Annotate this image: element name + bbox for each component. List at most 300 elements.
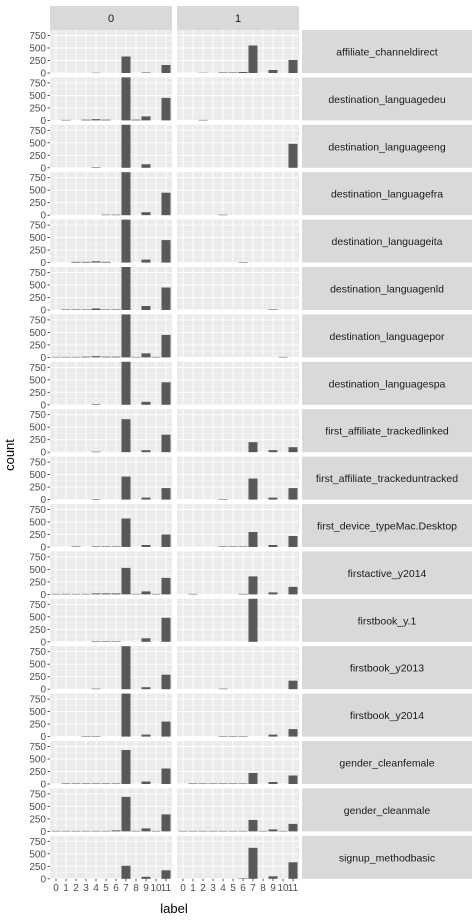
bar — [112, 593, 121, 594]
facet-panel — [177, 694, 299, 737]
x-tick-label: 1 — [63, 882, 69, 894]
bar — [52, 357, 61, 358]
y-tick-label: 500 — [29, 470, 46, 482]
bar — [122, 797, 131, 832]
y-tick-label: 0 — [40, 495, 46, 507]
row-strip-label: destination_languagedeu — [328, 93, 446, 106]
bar — [72, 547, 81, 548]
bar — [229, 784, 238, 785]
bar — [142, 877, 151, 879]
y-tick-label: 250 — [29, 482, 46, 494]
y-tick-label: 250 — [29, 624, 46, 636]
x-tick-label: 5 — [230, 882, 236, 894]
y-tick-label: 0 — [40, 68, 46, 80]
bar — [112, 357, 121, 358]
bar — [249, 773, 258, 784]
bar — [122, 220, 131, 263]
y-tick-label: 0 — [40, 542, 46, 554]
bar — [122, 267, 131, 310]
bar — [82, 262, 91, 263]
bar — [249, 479, 258, 500]
y-tick-label: 250 — [29, 814, 46, 826]
facet-panel — [50, 77, 172, 120]
y-tick-label: 250 — [29, 198, 46, 210]
y-tick-label: 250 — [29, 767, 46, 778]
facet-panel — [50, 362, 172, 405]
facet-panel — [177, 77, 299, 120]
x-tick-label: 2 — [200, 882, 206, 894]
bar — [122, 419, 131, 452]
y-tick-label: 250 — [29, 150, 46, 162]
bar — [92, 547, 101, 548]
bar — [62, 594, 71, 595]
y-tick-label: 500 — [29, 422, 46, 434]
y-tick-label: 500 — [29, 185, 46, 197]
facet-panel — [50, 551, 172, 594]
bar — [162, 675, 171, 690]
bar — [132, 594, 141, 595]
facet-panel — [50, 409, 172, 452]
bar — [122, 362, 131, 405]
x-tick-label: 0 — [180, 882, 186, 894]
y-tick-label: 500 — [29, 375, 46, 387]
y-tick-label: 0 — [40, 400, 46, 412]
y-tick-label: 750 — [29, 268, 46, 279]
y-tick-label: 0 — [40, 779, 46, 791]
y-tick-label: 750 — [29, 220, 46, 232]
bar — [72, 831, 81, 832]
facet-panel — [50, 646, 172, 689]
x-tick-label: 6 — [240, 882, 246, 894]
bar — [239, 878, 248, 879]
y-tick-label: 750 — [29, 789, 46, 801]
bar — [62, 831, 71, 832]
y-tick-label: 0 — [40, 305, 46, 317]
y-tick-label: 0 — [40, 163, 46, 175]
bar — [162, 240, 171, 263]
bar — [189, 784, 198, 785]
bar — [239, 831, 248, 832]
facet-panel — [50, 599, 172, 642]
y-tick-label: 750 — [29, 836, 46, 848]
y-tick-label: 500 — [29, 327, 46, 339]
bar — [219, 689, 228, 690]
bar — [289, 587, 298, 595]
bar — [72, 357, 81, 358]
bar — [179, 831, 188, 832]
y-tick-label: 250 — [29, 672, 46, 684]
bar — [289, 536, 298, 547]
bar — [122, 519, 131, 548]
bar — [102, 120, 111, 121]
bar — [162, 769, 171, 785]
bar — [219, 73, 228, 74]
bar — [92, 593, 101, 594]
bar — [92, 404, 101, 405]
bar — [199, 784, 208, 785]
row-strip-label: signup_methodbasic — [338, 852, 436, 865]
bar — [199, 831, 208, 832]
y-tick-label: 250 — [29, 530, 46, 541]
x-tick-label: 10 — [150, 882, 162, 894]
bar — [112, 310, 121, 311]
facet-panel — [177, 125, 299, 168]
bar — [162, 65, 171, 73]
bar — [209, 784, 218, 785]
bar — [289, 862, 298, 879]
bar — [102, 593, 111, 594]
bar — [72, 784, 81, 785]
facet-panel — [177, 409, 299, 452]
bar — [102, 641, 111, 642]
y-tick-label: 250 — [29, 861, 46, 873]
bar — [122, 694, 131, 737]
y-tick-label: 750 — [29, 647, 46, 659]
x-tick-label: 9 — [143, 882, 149, 894]
row-strip-label: affiliate_channeldirect — [336, 46, 438, 59]
x-tick-label: 4 — [93, 882, 99, 894]
row-strip-label: first_device_typeMac.Desktop — [316, 520, 458, 533]
y-tick-label: 0 — [40, 874, 46, 886]
bar — [62, 310, 71, 311]
column-strip-label: 0 — [107, 13, 115, 25]
bar — [162, 535, 171, 548]
column-strip-label: 1 — [234, 13, 242, 25]
row-strip-label: gender_cleanmale — [343, 804, 431, 817]
row-strip-label: destination_languageeng — [328, 141, 446, 154]
bar — [122, 866, 131, 879]
facet-panel — [177, 551, 299, 594]
facet-panel — [50, 125, 172, 168]
y-tick-label: 750 — [29, 31, 46, 42]
bar — [289, 447, 298, 452]
x-tick-label: 4 — [220, 882, 226, 894]
bar — [92, 736, 101, 737]
bar — [249, 442, 258, 452]
y-tick-label: 0 — [40, 589, 46, 601]
row-strip-label: firstbook_y.1 — [357, 615, 417, 628]
bar — [239, 262, 248, 263]
bar — [72, 262, 81, 263]
bar — [269, 782, 278, 784]
row-strip-label: destination_languagespa — [328, 378, 446, 391]
y-tick-label: 250 — [29, 387, 46, 399]
bar — [162, 382, 171, 405]
row-strip-label: destination_languagefra — [330, 188, 444, 201]
x-tick-label: 8 — [133, 882, 139, 894]
bar — [142, 260, 151, 263]
y-tick-label: 500 — [29, 754, 46, 766]
bar — [219, 784, 228, 785]
facet-panels — [50, 30, 299, 879]
bar — [112, 547, 121, 548]
bar — [102, 357, 111, 358]
bar — [92, 831, 101, 832]
bar — [289, 60, 298, 73]
bar — [122, 172, 131, 215]
bar — [112, 784, 121, 785]
y-tick-label: 500 — [29, 801, 46, 813]
y-axis-title: count — [2, 439, 17, 471]
bar — [132, 357, 141, 358]
bar — [122, 646, 131, 689]
bar — [249, 820, 258, 832]
bar — [189, 831, 198, 832]
y-tick-label: 750 — [29, 125, 46, 137]
y-tick-label: 250 — [29, 340, 46, 352]
bar — [239, 594, 248, 595]
bar — [239, 72, 248, 73]
y-tick-label: 500 — [29, 612, 46, 624]
facet-panel — [50, 788, 172, 831]
bar — [92, 452, 101, 453]
bar — [52, 594, 61, 595]
x-tick-label: 3 — [210, 882, 216, 894]
bar — [122, 750, 131, 784]
bar — [152, 357, 161, 358]
bar — [162, 98, 171, 121]
facet-panel — [50, 694, 172, 737]
bar — [229, 831, 238, 832]
y-tick-label: 500 — [29, 138, 46, 150]
bar — [142, 212, 151, 215]
bar — [82, 784, 91, 785]
bar — [142, 782, 151, 785]
bar — [249, 599, 258, 642]
y-tick-label: 0 — [40, 447, 46, 459]
facet-panel — [50, 836, 172, 879]
bar — [269, 310, 278, 311]
bar — [249, 576, 258, 594]
x-tick-label: 1 — [190, 882, 196, 894]
bar — [142, 73, 151, 74]
y-tick-label: 500 — [29, 43, 46, 55]
bar — [142, 687, 151, 689]
bar — [92, 167, 101, 168]
bar — [82, 310, 91, 311]
bar — [142, 116, 151, 120]
bar — [279, 357, 288, 358]
bar — [112, 215, 121, 216]
bar — [162, 722, 171, 737]
bar — [162, 335, 171, 358]
bar — [269, 735, 278, 737]
bar — [122, 77, 131, 120]
bar — [289, 776, 298, 785]
bar — [82, 357, 91, 358]
facet-panel — [177, 646, 299, 689]
facet-panel — [177, 788, 299, 831]
facet-panel — [177, 457, 299, 500]
bar — [259, 831, 268, 832]
bar — [152, 594, 161, 595]
bar — [92, 309, 101, 311]
bar — [219, 831, 228, 832]
bar — [189, 594, 198, 595]
bar — [132, 120, 141, 121]
y-tick-label: 0 — [40, 732, 46, 744]
facet-panel — [50, 267, 172, 310]
facet-panel — [177, 599, 299, 642]
y-tick-label: 250 — [29, 56, 46, 67]
y-tick-label: 500 — [29, 849, 46, 861]
x-tick-label: 10 — [277, 882, 289, 894]
row-strip-label: destination_languagepor — [329, 330, 445, 343]
bar — [219, 499, 228, 500]
facet-panel — [177, 314, 299, 357]
bar — [162, 193, 171, 216]
bar — [219, 736, 228, 737]
bar — [142, 353, 151, 357]
bar — [82, 736, 91, 737]
y-tick-label: 750 — [29, 315, 46, 327]
bar — [72, 594, 81, 595]
bar — [112, 830, 121, 831]
bar — [239, 736, 248, 737]
x-tick-label: 7 — [250, 882, 256, 894]
bar — [102, 262, 111, 263]
bar — [162, 618, 171, 642]
row-strip-label: gender_cleanfemale — [339, 757, 435, 770]
facet-panel — [177, 172, 299, 215]
x-tick-label: 11 — [160, 882, 172, 894]
facet-panel — [177, 267, 299, 310]
bar — [249, 532, 258, 547]
x-tick-label: 7 — [123, 882, 129, 894]
bar — [142, 306, 151, 310]
bar — [92, 119, 101, 120]
x-tick-label: 2 — [73, 882, 79, 894]
bar — [102, 310, 111, 311]
bar — [142, 498, 151, 500]
y-tick-label: 0 — [40, 115, 46, 127]
bar — [102, 831, 111, 832]
x-tick-label: 6 — [113, 882, 119, 894]
y-tick-label: 500 — [29, 659, 46, 671]
bar — [162, 870, 171, 879]
bar — [269, 829, 278, 831]
row-strip-label: destination_languageita — [331, 236, 443, 249]
bar — [102, 547, 111, 548]
bar — [122, 57, 131, 74]
y-tick-label: 750 — [29, 694, 46, 706]
bar — [142, 638, 151, 642]
y-tick-label: 250 — [29, 245, 46, 257]
bar — [62, 120, 71, 121]
row-strip-label: first_affiliate_trackeduntracked — [315, 473, 459, 486]
facet-panel — [50, 220, 172, 263]
bar — [122, 125, 131, 168]
bar — [229, 736, 238, 737]
y-tick-label: 250 — [29, 719, 46, 731]
bar — [82, 831, 91, 832]
facet-panel — [177, 741, 299, 784]
bar — [102, 215, 111, 216]
facet-panel — [177, 30, 299, 73]
bar — [162, 814, 171, 831]
x-tick-label: 0 — [53, 882, 59, 894]
facet-panel — [177, 220, 299, 263]
y-tick-label: 0 — [40, 684, 46, 696]
bar — [142, 828, 151, 831]
facet-panel — [177, 836, 299, 879]
facet-panel — [50, 30, 172, 73]
bar — [289, 729, 298, 737]
y-tick-label: 0 — [40, 210, 46, 222]
bar — [62, 784, 71, 785]
y-tick-label: 750 — [29, 173, 46, 185]
y-tick-label: 500 — [29, 564, 46, 576]
bar — [269, 450, 278, 452]
bar — [162, 288, 171, 311]
bar — [269, 498, 278, 500]
bar — [142, 164, 151, 168]
y-tick-label: 500 — [29, 280, 46, 292]
y-tick-label: 250 — [29, 435, 46, 447]
x-tick-label: 11 — [287, 882, 299, 894]
bar — [269, 592, 278, 594]
bar — [142, 545, 151, 547]
bar — [92, 356, 101, 357]
y-tick-label: 500 — [29, 707, 46, 719]
row-strip-label: firstbook_y2014 — [349, 710, 425, 723]
y-tick-label: 500 — [29, 90, 46, 102]
bar — [122, 477, 131, 500]
y-tick-label: 0 — [40, 258, 46, 270]
bar — [92, 261, 101, 262]
row-strip-label: firstactive_y2014 — [347, 567, 427, 580]
bar — [62, 357, 71, 358]
bar — [249, 46, 258, 74]
bar — [219, 215, 228, 216]
facet-panel — [50, 172, 172, 215]
bar — [142, 735, 151, 737]
bar — [209, 831, 218, 832]
bar — [269, 876, 278, 879]
bar — [289, 824, 298, 832]
row-strip-label: firstbook_y2013 — [349, 662, 425, 675]
bar — [92, 499, 101, 500]
bar — [229, 73, 238, 74]
bar — [239, 547, 248, 548]
y-tick-label: 750 — [29, 552, 46, 564]
bar — [289, 488, 298, 500]
x-axis-title: label — [160, 901, 188, 916]
y-tick-label: 0 — [40, 352, 46, 364]
x-tick-label: 5 — [103, 882, 109, 894]
y-tick-label: 750 — [29, 78, 46, 90]
x-tick-label: 8 — [260, 882, 266, 894]
bar — [279, 831, 288, 832]
facet-panel — [177, 504, 299, 547]
bar — [289, 144, 298, 168]
bar — [152, 831, 161, 832]
bar — [142, 450, 151, 452]
y-tick-label: 250 — [29, 103, 46, 115]
y-tick-label: 500 — [29, 517, 46, 529]
bar — [269, 70, 278, 73]
y-tick-label: 500 — [29, 233, 46, 245]
x-tick-label: 9 — [270, 882, 276, 894]
y-tick-label: 750 — [29, 742, 46, 753]
bar — [92, 784, 101, 785]
y-tick-label: 250 — [29, 293, 46, 304]
facet-panel — [50, 741, 172, 784]
bar — [132, 831, 141, 832]
bar — [239, 784, 248, 785]
y-tick-label: 750 — [29, 410, 46, 422]
bar — [269, 545, 278, 547]
